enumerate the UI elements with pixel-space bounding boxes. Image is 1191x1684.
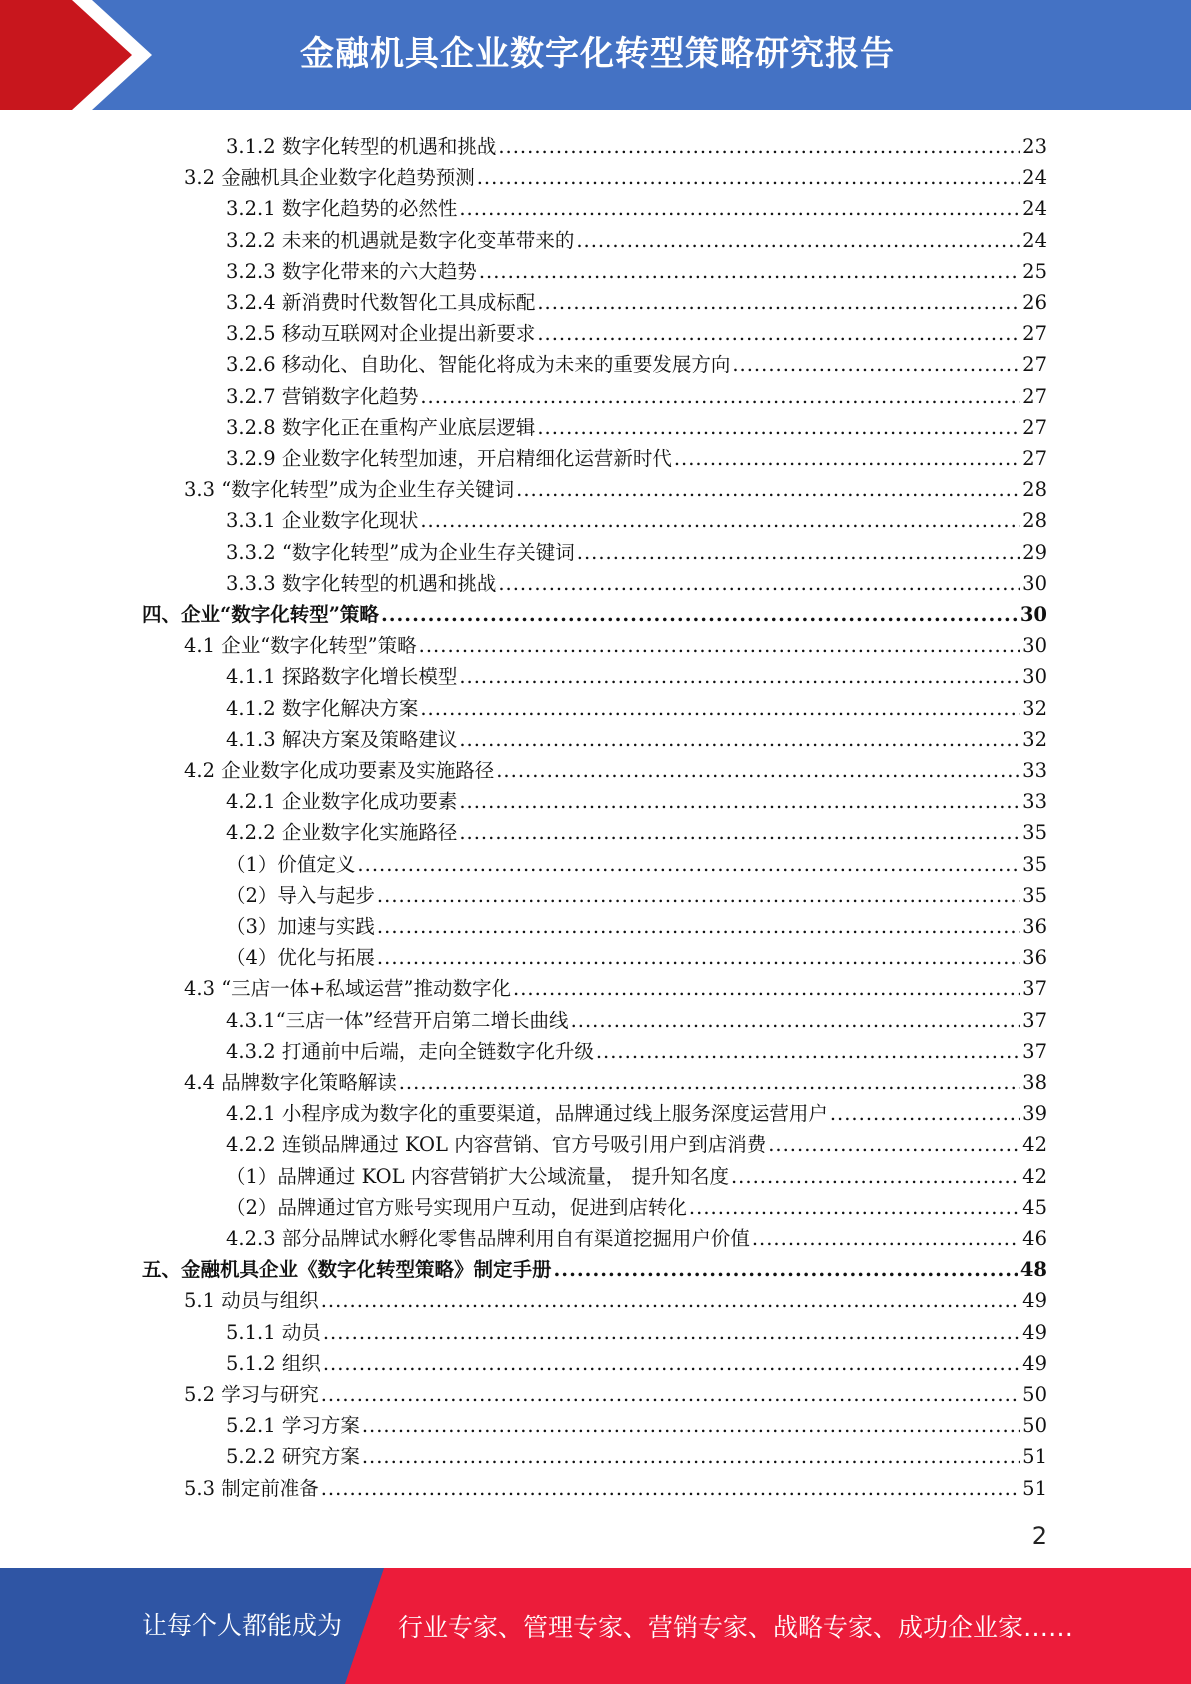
toc-entry-label: 3.2.4 新消费时代数智化工具成标配 <box>226 291 536 314</box>
toc-entry-page: 51 <box>1022 1445 1047 1469</box>
toc-entry-label: 4.1.1 探路数字化增长模型 <box>226 665 458 689</box>
toc-entry[interactable] <box>226 315 1047 346</box>
toc-leader-dots <box>399 1071 1020 1095</box>
toc-entry-page: 27 <box>1022 415 1047 439</box>
toc-entry-page: 50 <box>1022 1383 1047 1406</box>
toc-leader-dots <box>459 790 1020 814</box>
toc-leader-dots <box>357 853 1020 877</box>
toc-entry-page: 26 <box>1022 291 1047 314</box>
toc-leader-dots <box>768 1133 1020 1157</box>
toc-leader-dots <box>498 135 1020 159</box>
toc-entry-label: 4.2 企业数字化成功要素及实施路径 <box>184 759 495 782</box>
toc-entry[interactable] <box>184 471 1047 502</box>
toc-entry[interactable] <box>226 1095 1047 1126</box>
toc-entry-label: 5.2.2 研究方案 <box>226 1445 360 1469</box>
toc-entry-page: 32 <box>1022 727 1047 751</box>
toc-entry-page: 48 <box>1019 1258 1047 1282</box>
toc-entry-label: 5.1.2 组织 <box>226 1351 321 1375</box>
toc-entry-label: 4.1.3 解决方案及策略建议 <box>226 727 458 751</box>
toc-entry-page: 30 <box>1022 571 1047 595</box>
toc-entry-label: 3.2.7 营销数字化趋势 <box>226 384 419 408</box>
toc-entry-page: 36 <box>1022 946 1047 970</box>
toc-entry-label: 3.3.3 数字化转型的机遇和挑战 <box>226 571 497 595</box>
toc-entry-label: 5.1 动员与组织 <box>184 1289 319 1313</box>
toc-leader-dots <box>752 1227 1020 1251</box>
toc-entry-page: 51 <box>1022 1476 1047 1500</box>
toc-leader-dots <box>321 1477 1020 1501</box>
toc-entry-page: 42 <box>1022 1164 1047 1188</box>
toc-entry[interactable] <box>226 783 1047 814</box>
toc-entry-label: 4.2.2 连锁品牌通过 KOL 内容营销、官方号吸引用户到店消费 <box>226 1133 767 1157</box>
toc-entry-label: 4.2.1 企业数字化成功要素 <box>226 790 458 814</box>
toc-entry[interactable] <box>142 596 1047 627</box>
report-title: 金融机具企业数字化转型策略研究报告 <box>300 34 895 74</box>
toc-entry-label: 4.2.1 小程序成为数字化的重要渠道，品牌通过线上服务深度运营用户 <box>226 1102 828 1126</box>
toc-leader-dots <box>323 1352 1020 1376</box>
toc-entry[interactable] <box>226 346 1047 377</box>
toc-leader-dots <box>496 759 1020 783</box>
page-number: 2 <box>1031 1522 1047 1550</box>
toc-leader-dots <box>577 541 1020 565</box>
toc-leader-dots <box>377 915 1020 939</box>
toc-entry-label: 5.1.1 动员 <box>226 1320 321 1344</box>
toc-entry-label: 3.3.2 “数字化转型”成为企业生存关键词 <box>226 540 575 564</box>
toc-leader-dots <box>420 509 1020 533</box>
toc-entry-page: 27 <box>1022 322 1047 346</box>
toc-entry-label: 3.2.5 移动互联网对企业提出新要求 <box>226 322 536 346</box>
toc-leader-dots <box>362 1414 1020 1438</box>
toc-leader-dots <box>576 229 1020 253</box>
toc-entry-label: 5.2.1 学习方案 <box>226 1414 360 1438</box>
toc-entry-label: 4.3.1“三店一体”经营开启第二增长曲线 <box>226 1008 569 1032</box>
toc-entry-label: （1）品牌通过 KOL 内容营销扩大公域流量， 提升知名度 <box>226 1164 729 1188</box>
toc-leader-dots <box>537 322 1020 346</box>
toc-entry[interactable] <box>226 1189 1047 1220</box>
toc-leader-dots <box>674 447 1020 471</box>
toc-entry[interactable] <box>226 721 1047 752</box>
toc-entry-label: 3.1.2 数字化转型的机遇和挑战 <box>226 135 497 158</box>
toc-leader-dots <box>554 1258 1018 1282</box>
toc-entry-label: （2）导入与起步 <box>226 883 375 907</box>
toc-entry-page: 27 <box>1022 353 1047 377</box>
toc-entry[interactable] <box>226 502 1047 533</box>
toc-entry-label: 4.3 “三店一体+私域运营”推动数字化 <box>184 977 511 1001</box>
toc-entry-page: 35 <box>1022 821 1047 845</box>
toc-entry-page: 30 <box>1022 665 1047 689</box>
toc-entry[interactable] <box>226 222 1047 253</box>
toc-entry-page: 45 <box>1022 1195 1047 1219</box>
toc-entry[interactable] <box>226 1314 1047 1345</box>
page-header <box>0 0 1191 110</box>
toc-entry[interactable] <box>184 159 1047 190</box>
toc-entry-page: 49 <box>1022 1320 1047 1344</box>
toc-entry-label: （3）加速与实践 <box>226 915 375 938</box>
toc-entry[interactable] <box>226 1158 1047 1189</box>
toc-entry-page: 27 <box>1022 447 1047 470</box>
toc-entry-label: 4.1 企业“数字化转型”策略 <box>184 634 417 658</box>
toc-entry-page: 24 <box>1022 166 1047 190</box>
toc-entry-label: 3.2.9 企业数字化转型加速，开启精细化运营新时代 <box>226 447 672 470</box>
toc-entry-label: 3.2.1 数字化趋势的必然性 <box>226 197 458 221</box>
toc-entry[interactable] <box>184 752 1047 783</box>
footer-slogan-left: 让每个人都能成为 <box>142 1611 343 1640</box>
toc-leader-dots <box>830 1102 1020 1126</box>
toc-leader-dots <box>537 416 1020 440</box>
toc-entry[interactable] <box>226 534 1047 565</box>
toc-entry-label: 5.2 学习与研究 <box>184 1383 319 1406</box>
toc-entry-page: 27 <box>1022 384 1047 408</box>
toc-entry-page: 32 <box>1022 696 1047 720</box>
toc-leader-dots <box>689 1196 1020 1220</box>
toc-entry-page: 28 <box>1022 478 1047 502</box>
toc-entry-page: 50 <box>1022 1414 1047 1438</box>
toc-entry[interactable] <box>226 1220 1047 1251</box>
toc-entry[interactable] <box>226 658 1047 689</box>
toc-entry-page: 38 <box>1022 1071 1047 1094</box>
toc-entry-label: 3.2.6 移动化、自助化、智能化将成为未来的重要发展方向 <box>226 353 731 377</box>
toc-entry-label: 4.4 品牌数字化策略解读 <box>184 1071 397 1094</box>
toc-entry[interactable] <box>184 970 1047 1001</box>
toc-entry-page: 24 <box>1022 197 1047 221</box>
toc-entry-page: 39 <box>1022 1102 1047 1126</box>
toc-entry[interactable] <box>226 378 1047 409</box>
toc-leader-dots <box>459 728 1020 752</box>
footer-slogan-right: 行业专家、管理专家、营销专家、战略专家、成功企业家…… <box>398 1613 1074 1642</box>
toc-entry-label: （4）优化与拓展 <box>226 946 375 970</box>
toc-entry-page: 46 <box>1022 1227 1047 1250</box>
toc-entry-page: 37 <box>1022 977 1047 1001</box>
toc-entry[interactable] <box>226 253 1047 284</box>
toc-entry[interactable] <box>226 877 1047 908</box>
toc-entry-page: 30 <box>1022 634 1047 658</box>
toc-entry[interactable] <box>142 1251 1047 1282</box>
toc-entry[interactable] <box>226 440 1047 471</box>
toc-entry-page: 37 <box>1022 1008 1047 1032</box>
toc-leader-dots <box>420 385 1020 409</box>
toc-entry-page: 28 <box>1022 509 1047 533</box>
page-footer <box>0 1568 1191 1684</box>
toc-entry-page: 37 <box>1022 1039 1047 1063</box>
toc-entry-page: 29 <box>1022 540 1047 564</box>
toc-entry-label: 4.3.2 打通前中后端，走向全链数字化升级 <box>226 1039 594 1063</box>
toc-leader-dots <box>537 291 1020 315</box>
toc-leader-dots <box>732 353 1020 377</box>
toc-entry-label: 3.3 “数字化转型”成为企业生存关键词 <box>184 478 515 502</box>
toc-entry-page: 25 <box>1022 259 1047 283</box>
toc-entry[interactable] <box>226 1002 1047 1033</box>
toc-entry-label: 3.2.8 数字化正在重构产业底层逻辑 <box>226 415 536 439</box>
toc-entry-page: 36 <box>1022 915 1047 938</box>
toc-entry-label: 四、企业“数字化转型”策略 <box>142 603 379 626</box>
toc-leader-dots <box>419 634 1021 658</box>
toc-leader-dots <box>731 1165 1020 1189</box>
toc-leader-dots <box>420 697 1020 721</box>
toc-entry-label: （1）价值定义 <box>226 852 356 876</box>
toc-leader-dots <box>377 946 1020 970</box>
toc-leader-dots <box>513 977 1020 1001</box>
toc-entry-page: 35 <box>1022 852 1047 876</box>
toc-leader-dots <box>377 884 1020 908</box>
toc-entry-label: （2）品牌通过官方账号实现用户互动，促进到店转化 <box>226 1195 687 1219</box>
toc-entry[interactable] <box>226 1345 1047 1376</box>
toc-entry[interactable] <box>184 627 1047 658</box>
toc-entry-page: 23 <box>1022 135 1047 158</box>
toc-entry[interactable] <box>226 1438 1047 1469</box>
toc-entry-label: 4.1.2 数字化解决方案 <box>226 696 419 720</box>
toc-entry[interactable] <box>184 1376 1047 1407</box>
toc-entry[interactable] <box>184 1282 1047 1313</box>
toc-leader-dots <box>323 1321 1020 1345</box>
toc-entry-page: 33 <box>1022 759 1047 782</box>
toc-entry[interactable] <box>226 814 1047 845</box>
toc-entry-label: 3.2 金融机具企业数字化趋势预测 <box>184 166 475 190</box>
toc-leader-dots <box>477 166 1020 190</box>
toc-leader-dots <box>498 572 1020 596</box>
toc-entry[interactable] <box>226 190 1047 221</box>
toc-entry[interactable] <box>226 939 1047 970</box>
toc-leader-dots <box>516 478 1020 502</box>
toc-entry-page: 49 <box>1022 1289 1047 1313</box>
toc-entry[interactable] <box>184 1470 1047 1501</box>
toc-entry-page: 33 <box>1022 790 1047 814</box>
toc-leader-dots <box>459 197 1020 221</box>
toc-entry[interactable] <box>184 1064 1047 1095</box>
toc-leader-dots <box>596 1040 1020 1064</box>
toc-entry[interactable] <box>226 846 1047 877</box>
toc-leader-dots <box>321 1289 1020 1313</box>
toc-entry[interactable] <box>226 128 1047 159</box>
toc-entry-page: 24 <box>1022 228 1047 252</box>
toc-leader-dots <box>362 1445 1020 1469</box>
toc-entry-label: 4.2.2 企业数字化实施路径 <box>226 821 458 845</box>
toc-entry-page: 42 <box>1022 1133 1047 1157</box>
toc-entry-label: 3.3.1 企业数字化现状 <box>226 509 419 533</box>
toc-entry[interactable] <box>226 565 1047 596</box>
toc-entry-label: 3.2.2 未来的机遇就是数字化变革带来的 <box>226 228 575 252</box>
toc-leader-dots <box>381 603 1018 627</box>
toc-entry[interactable] <box>226 1033 1047 1064</box>
toc-entry-label: 4.2.3 部分品牌试水孵化零售品牌利用自有渠道挖掘用户价值 <box>226 1227 750 1250</box>
toc-entry[interactable] <box>226 284 1047 315</box>
toc-leader-dots <box>459 665 1020 689</box>
toc-entry-label: 5.3 制定前准备 <box>184 1476 319 1500</box>
toc-entry[interactable] <box>226 409 1047 440</box>
toc-entry-label: 3.2.3 数字化带来的六大趋势 <box>226 259 477 283</box>
toc-entry-page: 30 <box>1019 603 1047 626</box>
toc-entry[interactable] <box>226 1126 1047 1157</box>
toc-leader-dots <box>479 260 1020 284</box>
toc-entry[interactable] <box>226 908 1047 939</box>
toc-entry[interactable] <box>226 690 1047 721</box>
toc-leader-dots <box>321 1383 1020 1407</box>
toc-entry-page: 49 <box>1022 1351 1047 1375</box>
toc-entry-page: 35 <box>1022 883 1047 907</box>
toc-entry-label: 五、金融机具企业《数字化转型策略》制定手册 <box>142 1258 552 1282</box>
toc-leader-dots <box>459 821 1020 845</box>
toc-entry[interactable] <box>226 1407 1047 1438</box>
toc-leader-dots <box>571 1009 1021 1033</box>
